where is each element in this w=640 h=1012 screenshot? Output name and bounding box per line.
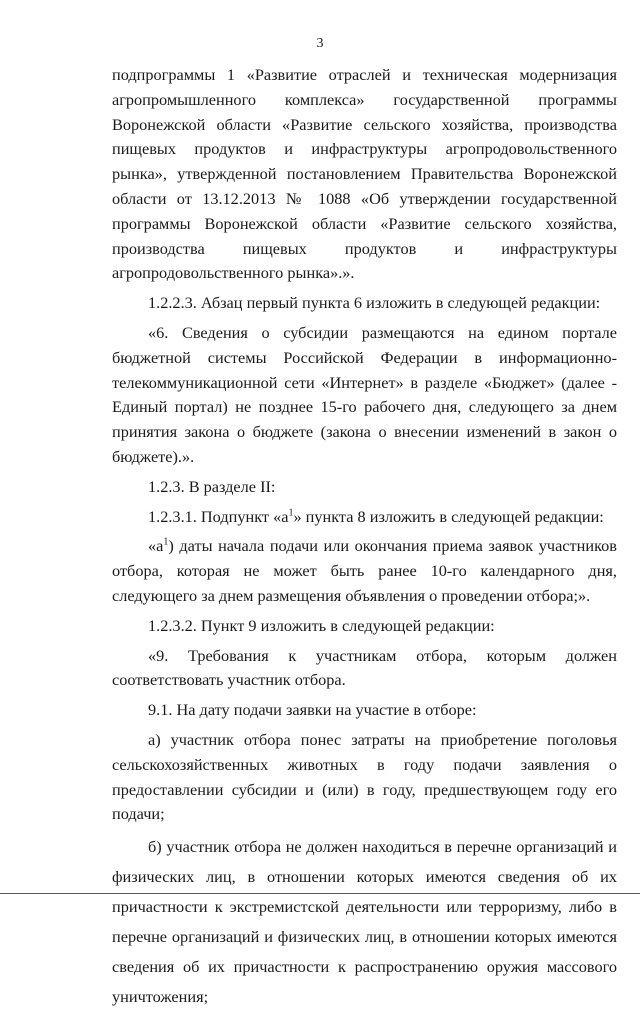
page-number: 3: [316, 36, 324, 51]
paragraph-item-1-2-3-1-text: 1.2.3.1. Подпункт «а: [148, 506, 289, 526]
paragraph-subprogram-reference: подпрограммы 1 «Развитие отраслей и техническая модернизация агропромышленного комплекса» государственной программы Воронежской области «Развитие сельского хозяйства, производства пищевых продуктов и инфраструктуры агропродовольственного рынка», утвержденной постановлением Правительства Воронежской области от 13.12.2013 № 1088 «Об утверждении государственной программы Воронежской области «Развитие сельского хозяйства, производства пищевых продуктов и инфраструктуры агропродовольственного рынка».».: [112, 65, 617, 283]
paragraph-item-9: «9. Требования к участникам отбора, которым должен соответствовать участник отбора.: [112, 645, 617, 690]
paragraph-subitem-a1-text: «а: [148, 536, 164, 556]
paragraph-subitem-a: а) участник отбора понес затраты на приобретение поголовья сельскохозяйственных животных в году подачи заявления о предоставлении субсидии и (или) в году, предшествующем году его подачи;: [112, 729, 617, 824]
paragraph-subitem-a1-tail: ) даты начала подачи или окончания приема заявок участников отбора, которая не может быть ранее 10-го календарного дня, следующего за днем размещения объявления о проведении отбора;».: [112, 536, 617, 605]
paragraph-item-1-2-3-1-tail: » пункта 8 изложить в следующей редакции:: [293, 506, 604, 526]
paragraph-item-1-2-3: 1.2.3. В разделе II:: [148, 476, 276, 496]
paragraph-subitem-a1: [112, 534, 617, 608]
paragraph-item-1-2-3-1: [112, 505, 617, 530]
superscript-1: 1: [163, 536, 169, 548]
paragraph-subitem-b: б) участник отбора не должен находиться в перечне организаций и физических лиц, в отношении которых имеются сведения об их причастности к экстремистской деятельности или терроризму, либо в перечне организаций и физических лиц, в отношении которых имеются сведения об их причастности к распространению оружия массового уничтожения;: [112, 837, 617, 1007]
paragraph-subsidy-info: «6. Сведения о субсидии размещаются на едином портале бюджетной системы Российской Федерации в информационно-телекоммуникационной сети «Интернет» в разделе «Бюджет» (далее - Единый портал) не позднее 15-го рабочего дня, следующего за днем принятия закона о бюджете (закона о внесении изменений в закон о бюджете).».: [112, 322, 617, 466]
paragraph-item-9-1: 9.1. На дату подачи заявки на участие в отборе:: [148, 700, 477, 720]
document-body: [112, 63, 617, 1012]
superscript-1: 1: [288, 507, 294, 519]
scan-bottom-edge: [0, 893, 640, 894]
paragraph-item-1-2-3-2: 1.2.3.2. Пункт 9 изложить в следующей редакции:: [148, 615, 495, 635]
paragraph-item-1-2-2-3: 1.2.2.3. Абзац первый пункта 6 изложить в следующей редакции:: [148, 293, 601, 313]
